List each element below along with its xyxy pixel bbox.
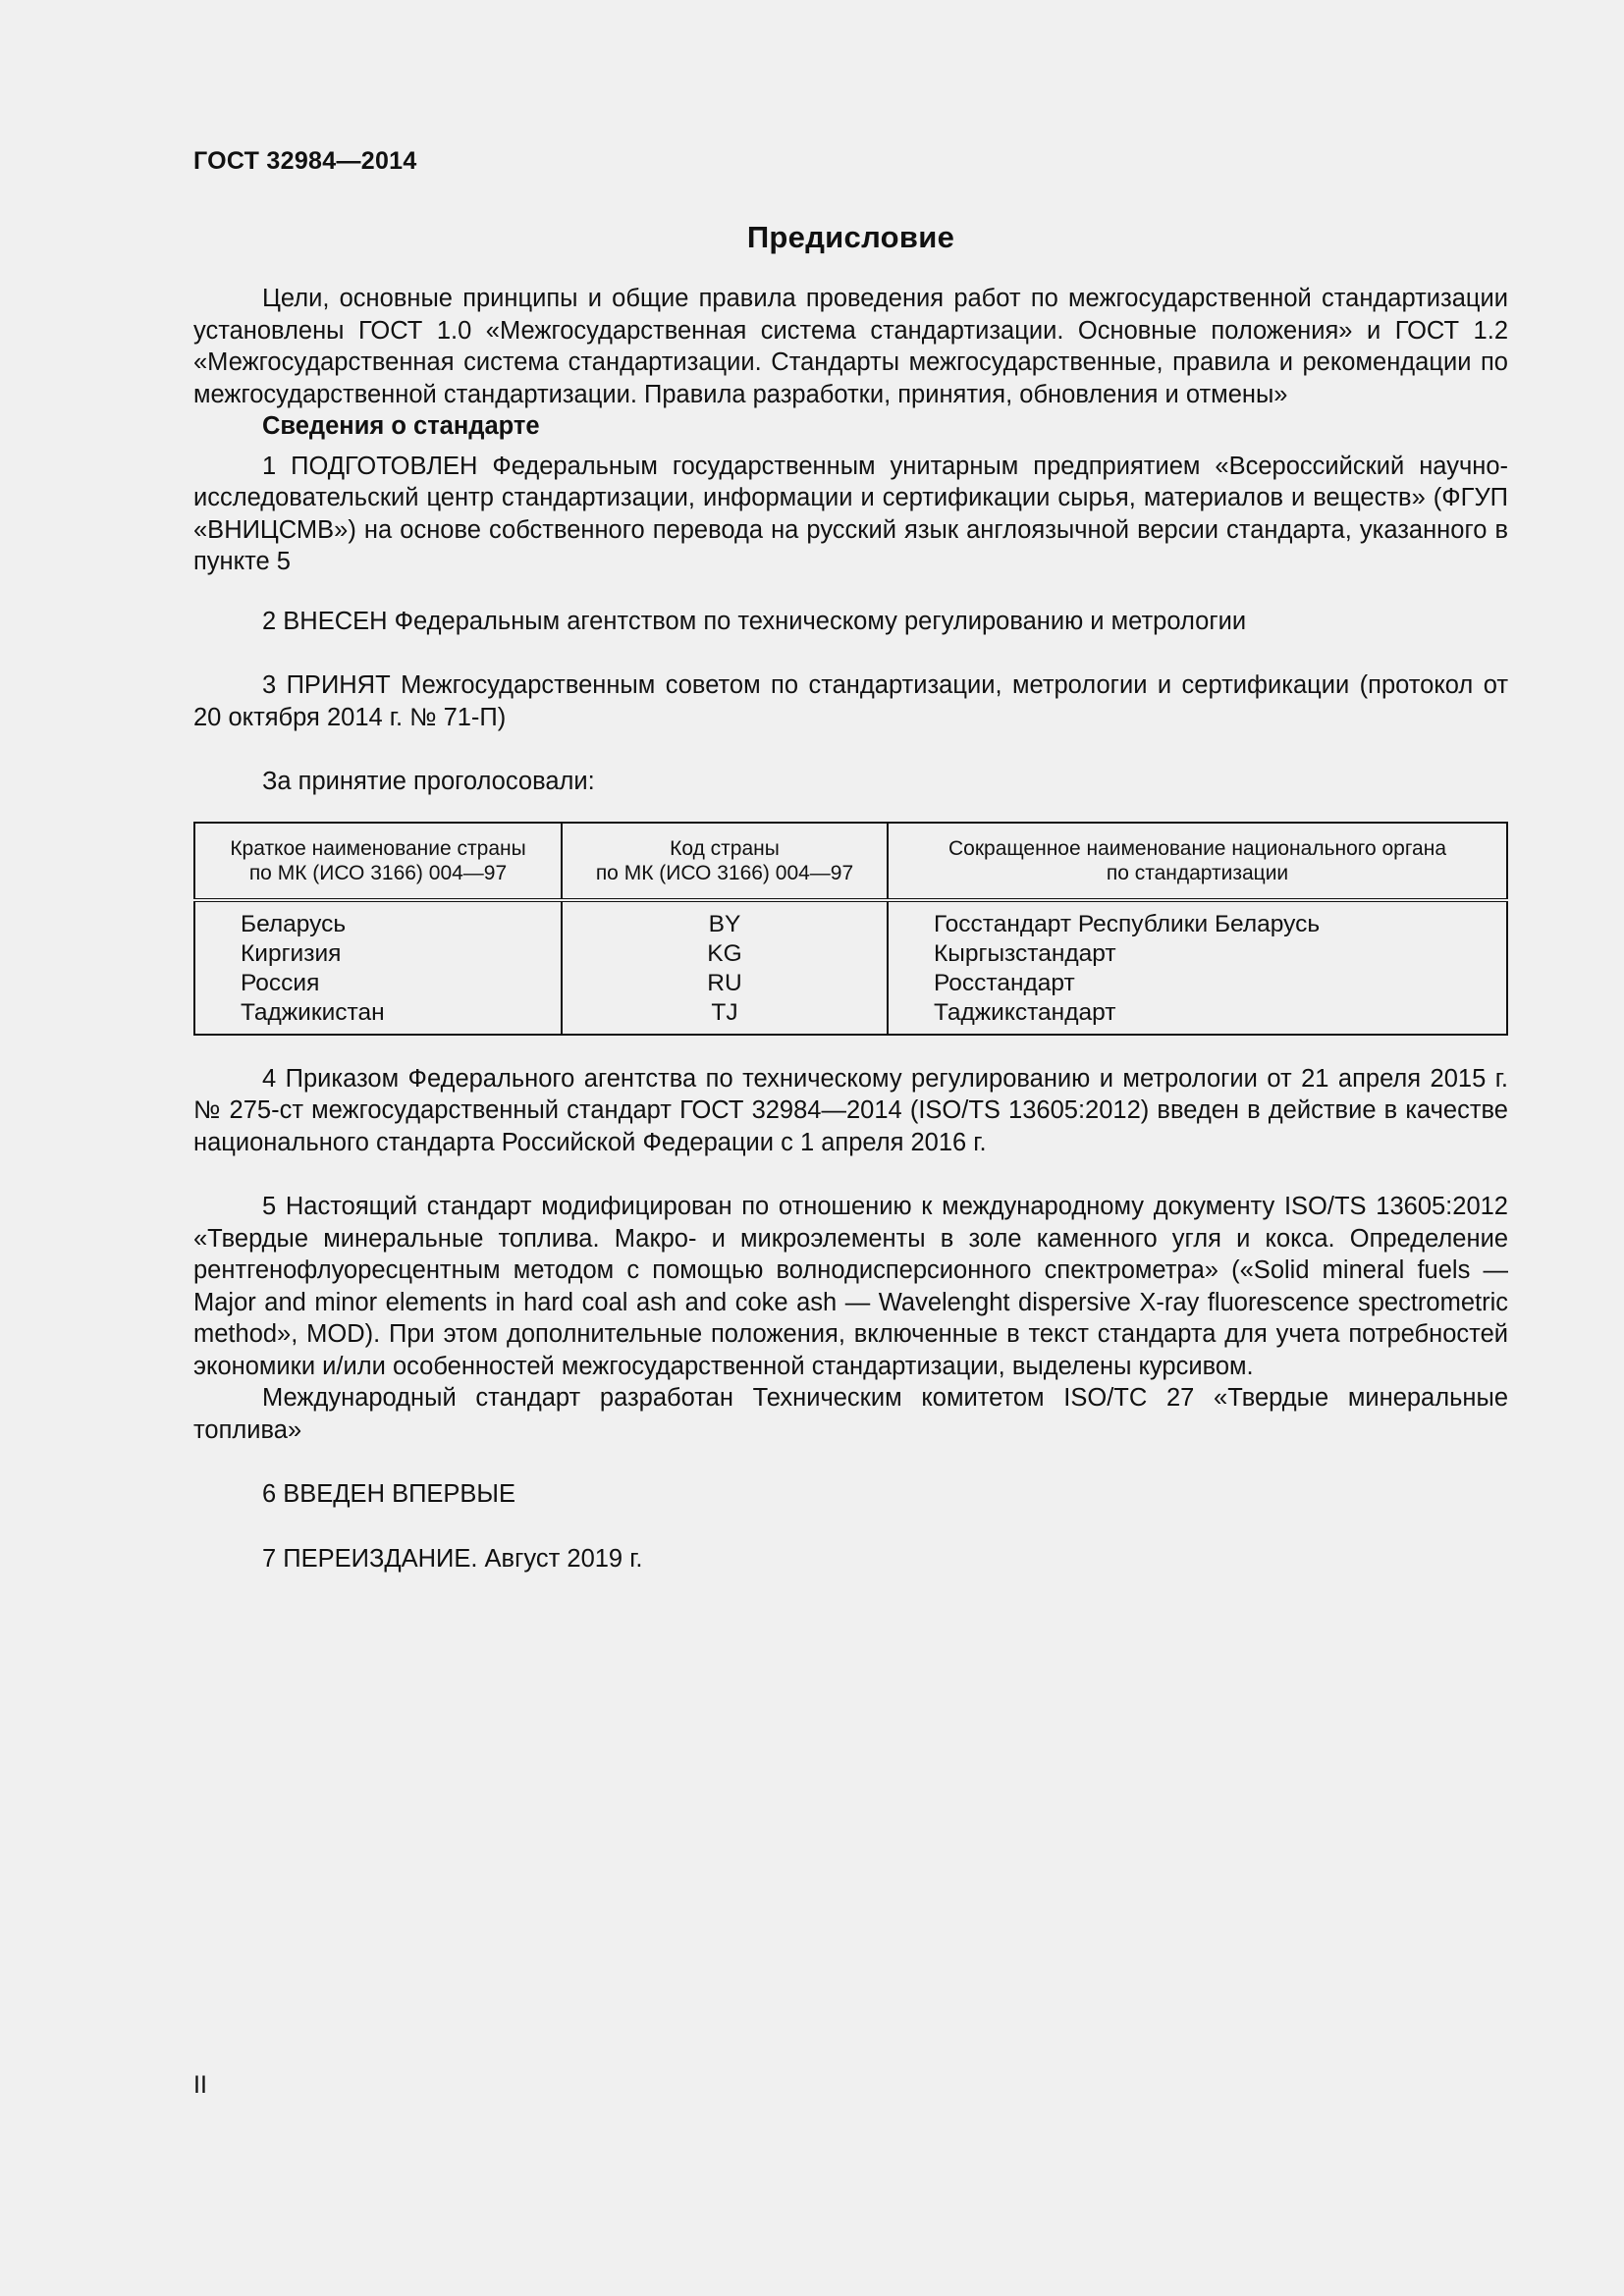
paragraph-7: 7 ПЕРЕИЗДАНИЕ. Август 2019 г. — [262, 1544, 643, 1573]
paragraph-6: 6 ВВЕДЕН ВПЕРВЫЕ — [262, 1480, 516, 1508]
paragraph-2: 2 ВНЕСЕН Федеральным агентством по техническому регулированию и метрологии — [262, 607, 1247, 635]
intro-paragraph: Цели, основные принципы и общие правила проведения работ по межгосударственной стандартизации установлены ГОСТ 1.0 «Межгосударственная система стандартизации. Основные положения» и ГОСТ 1.2 «Межгосударственная система стандартизации. Стандарты межгосударственные, правила и рекомендации по межгосударственной стандартизации. Правила разработки, принятия, обновления и отмены» — [193, 285, 1508, 408]
paragraph-3: 3 ПРИНЯТ Межгосударственным советом по стандартизации, метрологии и сертификации (протокол от 20 октября 2014 г. № 71-П) — [193, 671, 1508, 731]
header-country-code: Код страны по МК (ИСО 3166) 004—97 — [562, 823, 888, 900]
table-header-row — [194, 823, 1507, 900]
paragraph-4: 4 Приказом Федерального агентства по техническому регулированию и метрологии от 21 апреля 2015 г. № 275-ст межгосударственный стандарт ГОСТ 32984—2014 (ISO/TS 13605:2012) введен в действие в качестве национального стандарта Российской Федерации с 1 апреля 2016 г. — [193, 1064, 1508, 1156]
country-cell: Беларусь Киргизия Россия Таджикистан — [194, 900, 562, 1035]
page-content — [193, 220, 1508, 1575]
document-code: ГОСТ 32984—2014 — [193, 147, 417, 175]
section-subheading: Сведения о стандарте — [262, 412, 540, 440]
header-country-name: Краткое наименование страны по МК (ИСО 3166) 004—97 — [194, 823, 562, 900]
paragraph-5b: Международный стандарт разработан Техническим комитетом ISO/TC 27 «Твердые минеральные топлива» — [193, 1384, 1508, 1444]
voting-table — [193, 822, 1508, 1036]
header-national-body: Сокращенное наименование национального органа по стандартизации — [888, 823, 1507, 900]
paragraph-1: 1 ПОДГОТОВЛЕН Федеральным государственным унитарным предприятием «Всероссийский научно-исследовательский центр стандартизации, информации и сертификации сырья, материалов и веществ» (ФГУП «ВНИЦСМВ») на основе собственного перевода на русский язык англоязычной версии стандарта, указанного в пункте 5 — [193, 452, 1508, 575]
voted-label: За принятие проголосовали: — [262, 768, 595, 795]
page-title: Предисловие — [746, 220, 955, 254]
code-cell: BY KG RU TJ — [562, 900, 888, 1035]
paragraph-5: 5 Настоящий стандарт модифицирован по отношению к международному документу ISO/TS 13605:2012 «Твердые минеральные топлива. Макро- и микроэлементы в золе каменного угля и кокса. Определение рентгенофлуоресцентным методом с помощью волнодисперсионного спектрометра» («Solid mineral fuels — Major and minor elements in hard coal ash and coke ash — Wavelenght dispersive X-ray fluorescence spectrometric method», MOD). При этом дополнительные положения, включенные в текст стандарта для учета потребностей экономики и/или особенностей межгосударственной стандартизации, выделены курсивом. — [193, 1193, 1508, 1380]
page-number: II — [193, 2071, 207, 2099]
table-row — [194, 900, 1507, 1035]
national-body-cell: Госстандарт Республики Беларусь Кыргызстандарт Росстандарт Таджикстандарт — [888, 900, 1507, 1035]
